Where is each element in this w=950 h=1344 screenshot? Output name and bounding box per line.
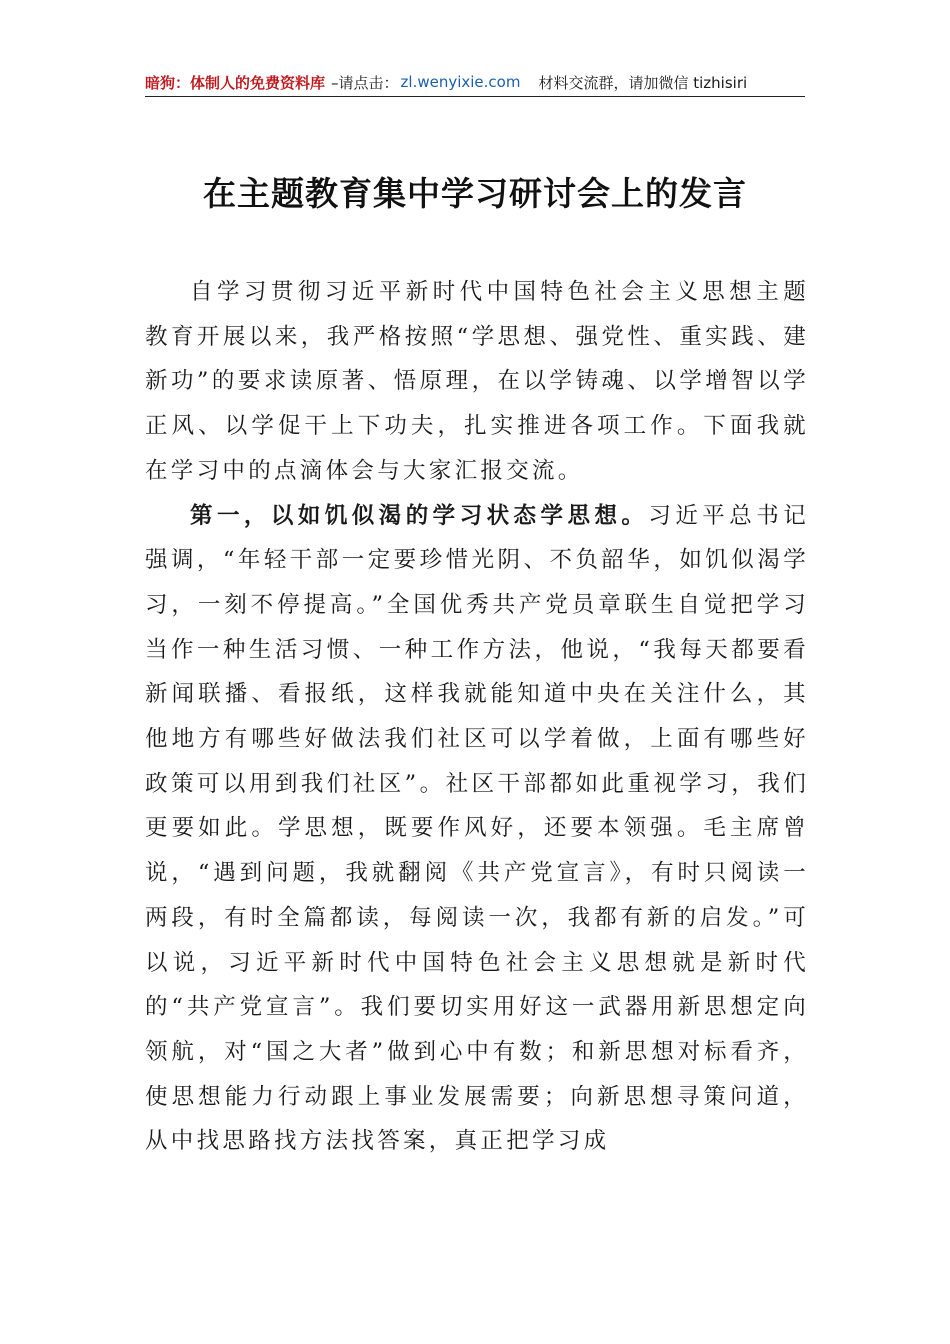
document-body <box>145 270 809 1164</box>
header-brand: 暗狗：体制人的免费资料库 <box>145 73 326 92</box>
document-title: 在主题教育集中学习研讨会上的发言 <box>203 174 747 213</box>
paragraph-first-point <box>145 494 809 1165</box>
header-contact: 材料交流群，请加微信 tizhisiri <box>538 73 748 92</box>
paragraph-heading: 第一，以如饥似渴的学习状态学思想。 <box>190 502 649 529</box>
header-click-prefix: –请点击： <box>331 73 399 92</box>
paragraph-body: 习近平总书记强调，“年轻干部一定要珍惜光阴、不负韶华，如饥似渴学习，一刻不停提高。”全国优秀共产党员章联生自觉把学习当作一种生活习惯、一种工作方法，他说，“我每天都要看新闻联播、看报纸，这样我就能知道中央在关注什么，其他地方有哪些好做法我们社区可以学着做，上面有哪些好政策可以用到我们社区”。社区干部都如此重视学习，我们更要如此。学思想，既要作风好，还要本领强。毛主席曾说，“遇到问题，我就翻阅《共产党宣言》，有时只阅读一两段，有时全篇都读，每阅读一次，我都有新的启发。”可以说，习近平新时代中国特色社会主义思想就是新时代的“共产党宣言”。我们要切实用好这一武器用新思想定向领航，对“国之大者”做到心中有数；和新思想对标看齐，使思想能力行动跟上事业发展需要；向新思想寻策问道，从中找思路找方法找答案，真正把学习成 <box>145 502 809 1155</box>
header-link[interactable]: zl.wenyixie.com <box>400 73 521 91</box>
page-header <box>145 68 805 96</box>
paragraph-intro: 自学习贯彻习近平新时代中国特色社会主义思想主题教育开展以来，我严格按照“学思想、强党性、重实践、建新功”的要求读原著、悟原理，在以学铸魂、以学增智以学正风、以学促干上下功夫，扎实推进各项工作。下面我就在学习中的点滴体会与大家汇报交流。 <box>145 279 809 484</box>
header-divider <box>145 96 805 97</box>
